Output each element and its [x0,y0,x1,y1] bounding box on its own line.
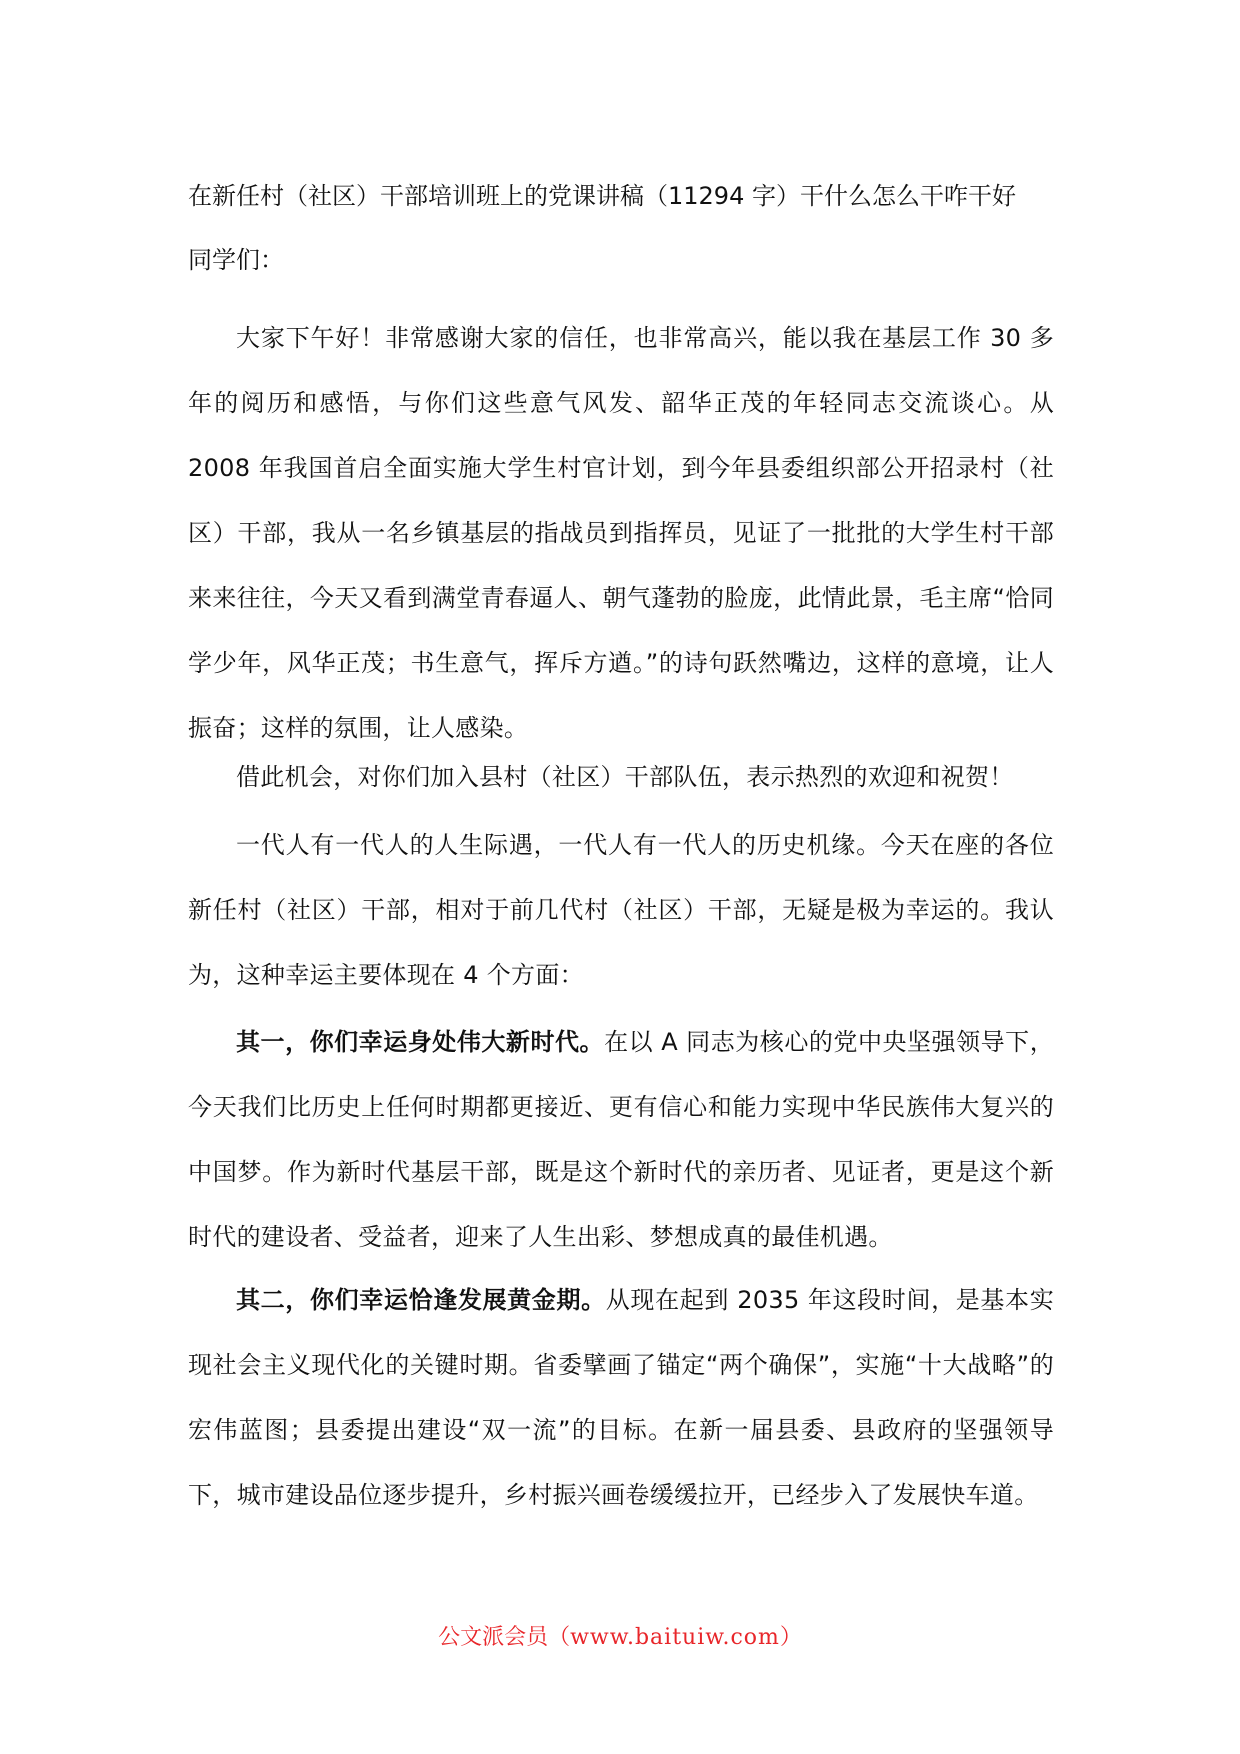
paragraph-text: 从现在起到 2035 年这段时间，是基本实现社会主义现代化的关键时期。省委擘画了锚定“两个确保”，实施“十大战略”的宏伟蓝图；县委提出建设“双一流”的目标。在新一届县委、县政府的坚强领导下，城市建设品位逐步提升，乡村振兴画卷缓缓拉开，已经步入了发展快车道。 [188,1286,1055,1509]
footer-close: ） [779,1625,802,1650]
paragraph-opening [188,306,1054,761]
paragraph-lead: 其二，你们幸运恰逢发展黄金期。 [236,1286,606,1314]
paragraph-text: 借此机会，对你们加入县村（社区）干部队伍，表示热烈的欢迎和祝贺！ [236,763,1014,791]
paragraph-welcome [188,745,1054,810]
footer-url[interactable]: www.baituiw.com [570,1625,780,1650]
paragraph-point-two [188,1268,1054,1528]
greeting: 同学们： [188,246,284,274]
paragraph-text: 一代人有一代人的人生际遇，一代人有一代人的历史机缘。今天在座的各位新任村（社区）干部，相对于前几代村（社区）干部，无疑是极为幸运的。我认为，这种幸运主要体现在 4 个方面： [188,831,1054,989]
footer-label: 公文派会员（ [438,1625,571,1650]
paragraph-text: 在以 A 同志为核心的党中央坚强领导下，今天我们比历史上任何时期都更接近、更有信心和能力实现中华民族伟大复兴的中国梦。作为新时代基层干部，既是这个新时代的亲历者、见证者，更是这个新时代的建设者、受益者，迎来了人生出彩、梦想成真的最佳机遇。 [188,1028,1054,1251]
paragraph-text: 大家下午好！非常感谢大家的信任，也非常高兴，能以我在基层工作 30 多年的阅历和感悟，与你们这些意气风发、韶华正茂的年轻同志交流谈心。从 2008 年我国首启全面实施大学生村官计划，到今年县委组织部公开招录村（社区）干部，我从一名乡镇基层的指战员到指挥员，见证了一批批的大学生村干部来来往往，今天又看到满堂青春逼人、朝气蓬勃的脸庞，此情此景，毛主席“恰同学少年，风华正茂；书生意气，挥斥方遒。”的诗句跃然嘴边，这样的意境，让人振奋；这样的氛围，让人感染。 [188,324,1054,742]
paragraph-point-one [188,1010,1054,1270]
footer-watermark [0,1622,1240,1654]
document-title: 在新任村（社区）干部培训班上的党课讲稿（11294 字）干什么怎么干咋干好 [188,182,1016,210]
paragraph-fortune-intro [188,813,1054,1008]
paragraph-lead: 其一，你们幸运身处伟大新时代。 [236,1028,605,1056]
